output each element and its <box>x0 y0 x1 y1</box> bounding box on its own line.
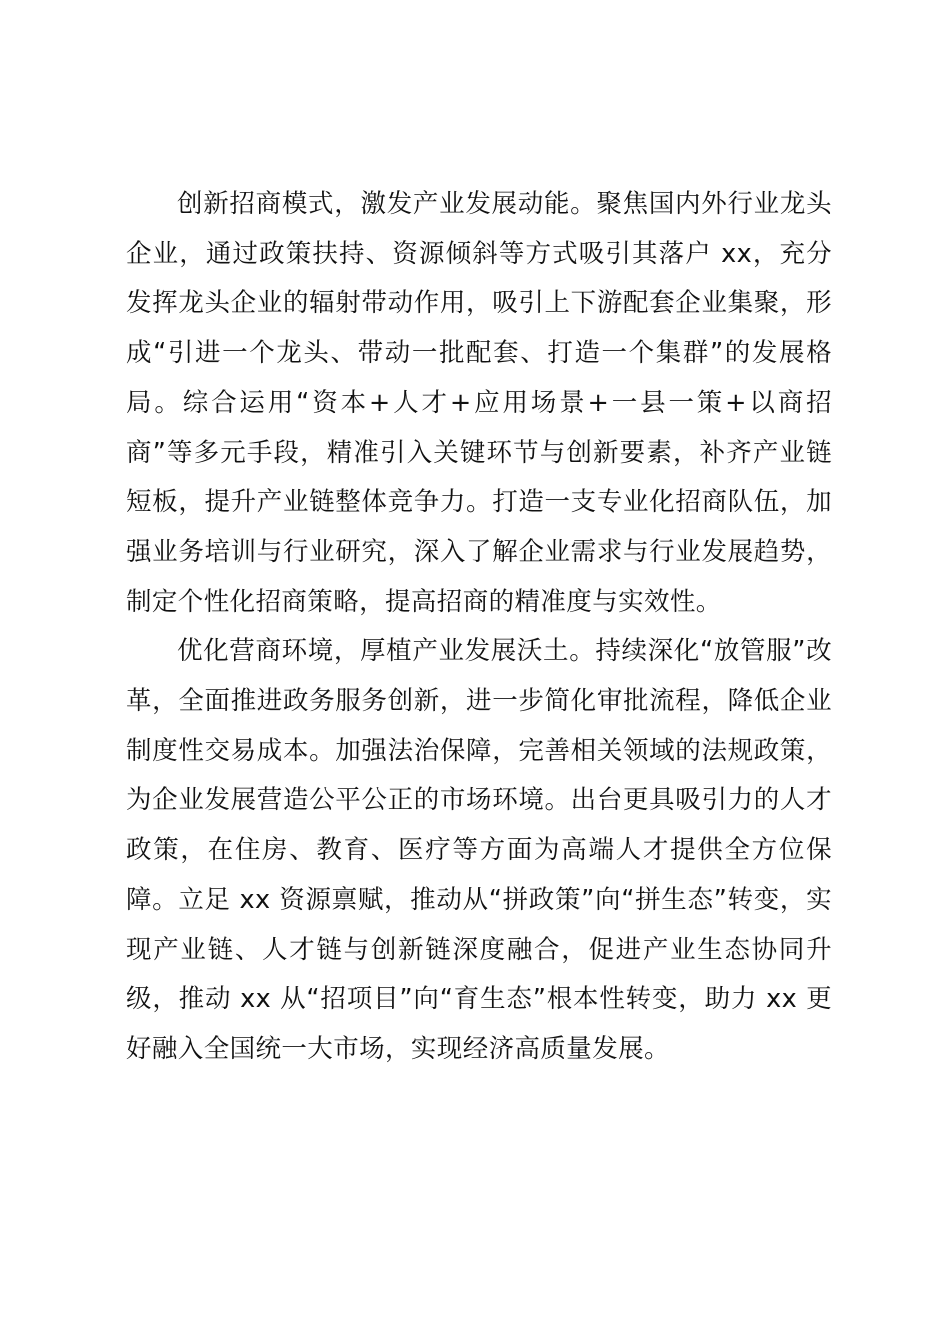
document-body <box>126 180 832 1075</box>
paragraph-investment-attraction: 创新招商模式，激发产业发展动能。聚焦国内外行业龙头企业，通过政策扶持、资源倾斜等方式吸引其落户 xx，充分发挥龙头企业的辐射带动作用，吸引上下游配套企业集聚，形成“引进一个龙头、带动一批配套、打造一个集群”的发展格局。综合运用“资本+人才+应用场景+一县一策+以商招商”等多元手段，精准引入关键环节与创新要素，补齐产业链短板，提升产业链整体竞争力。打造一支专业化招商队伍，加强业务培训与行业研究，深入了解企业需求与行业发展趋势，制定个性化招商策略，提高招商的精准度与实效性。 <box>126 189 832 617</box>
paragraph-business-environment: 优化营商环境，厚植产业发展沃土。持续深化“放管服”改革，全面推进政务服务创新，进一步简化审批流程，降低企业制度性交易成本。加强法治保障，完善相关领域的法规政策，为企业发展营造公平公正的市场环境。出台更具吸引力的人才政策，在住房、教育、医疗等方面为高端人才提供全方位保障。立足 xx 资源禀赋，推动从“拼政策”向“拼生态”转变，实现产业链、人才链与创新链深度融合，促进产业生态协同升级，推动 xx 从“招项目”向“育生态”根本性转变，助力 xx 更好融入全国统一大市场，实现经济高质量发展。 <box>126 636 832 1064</box>
